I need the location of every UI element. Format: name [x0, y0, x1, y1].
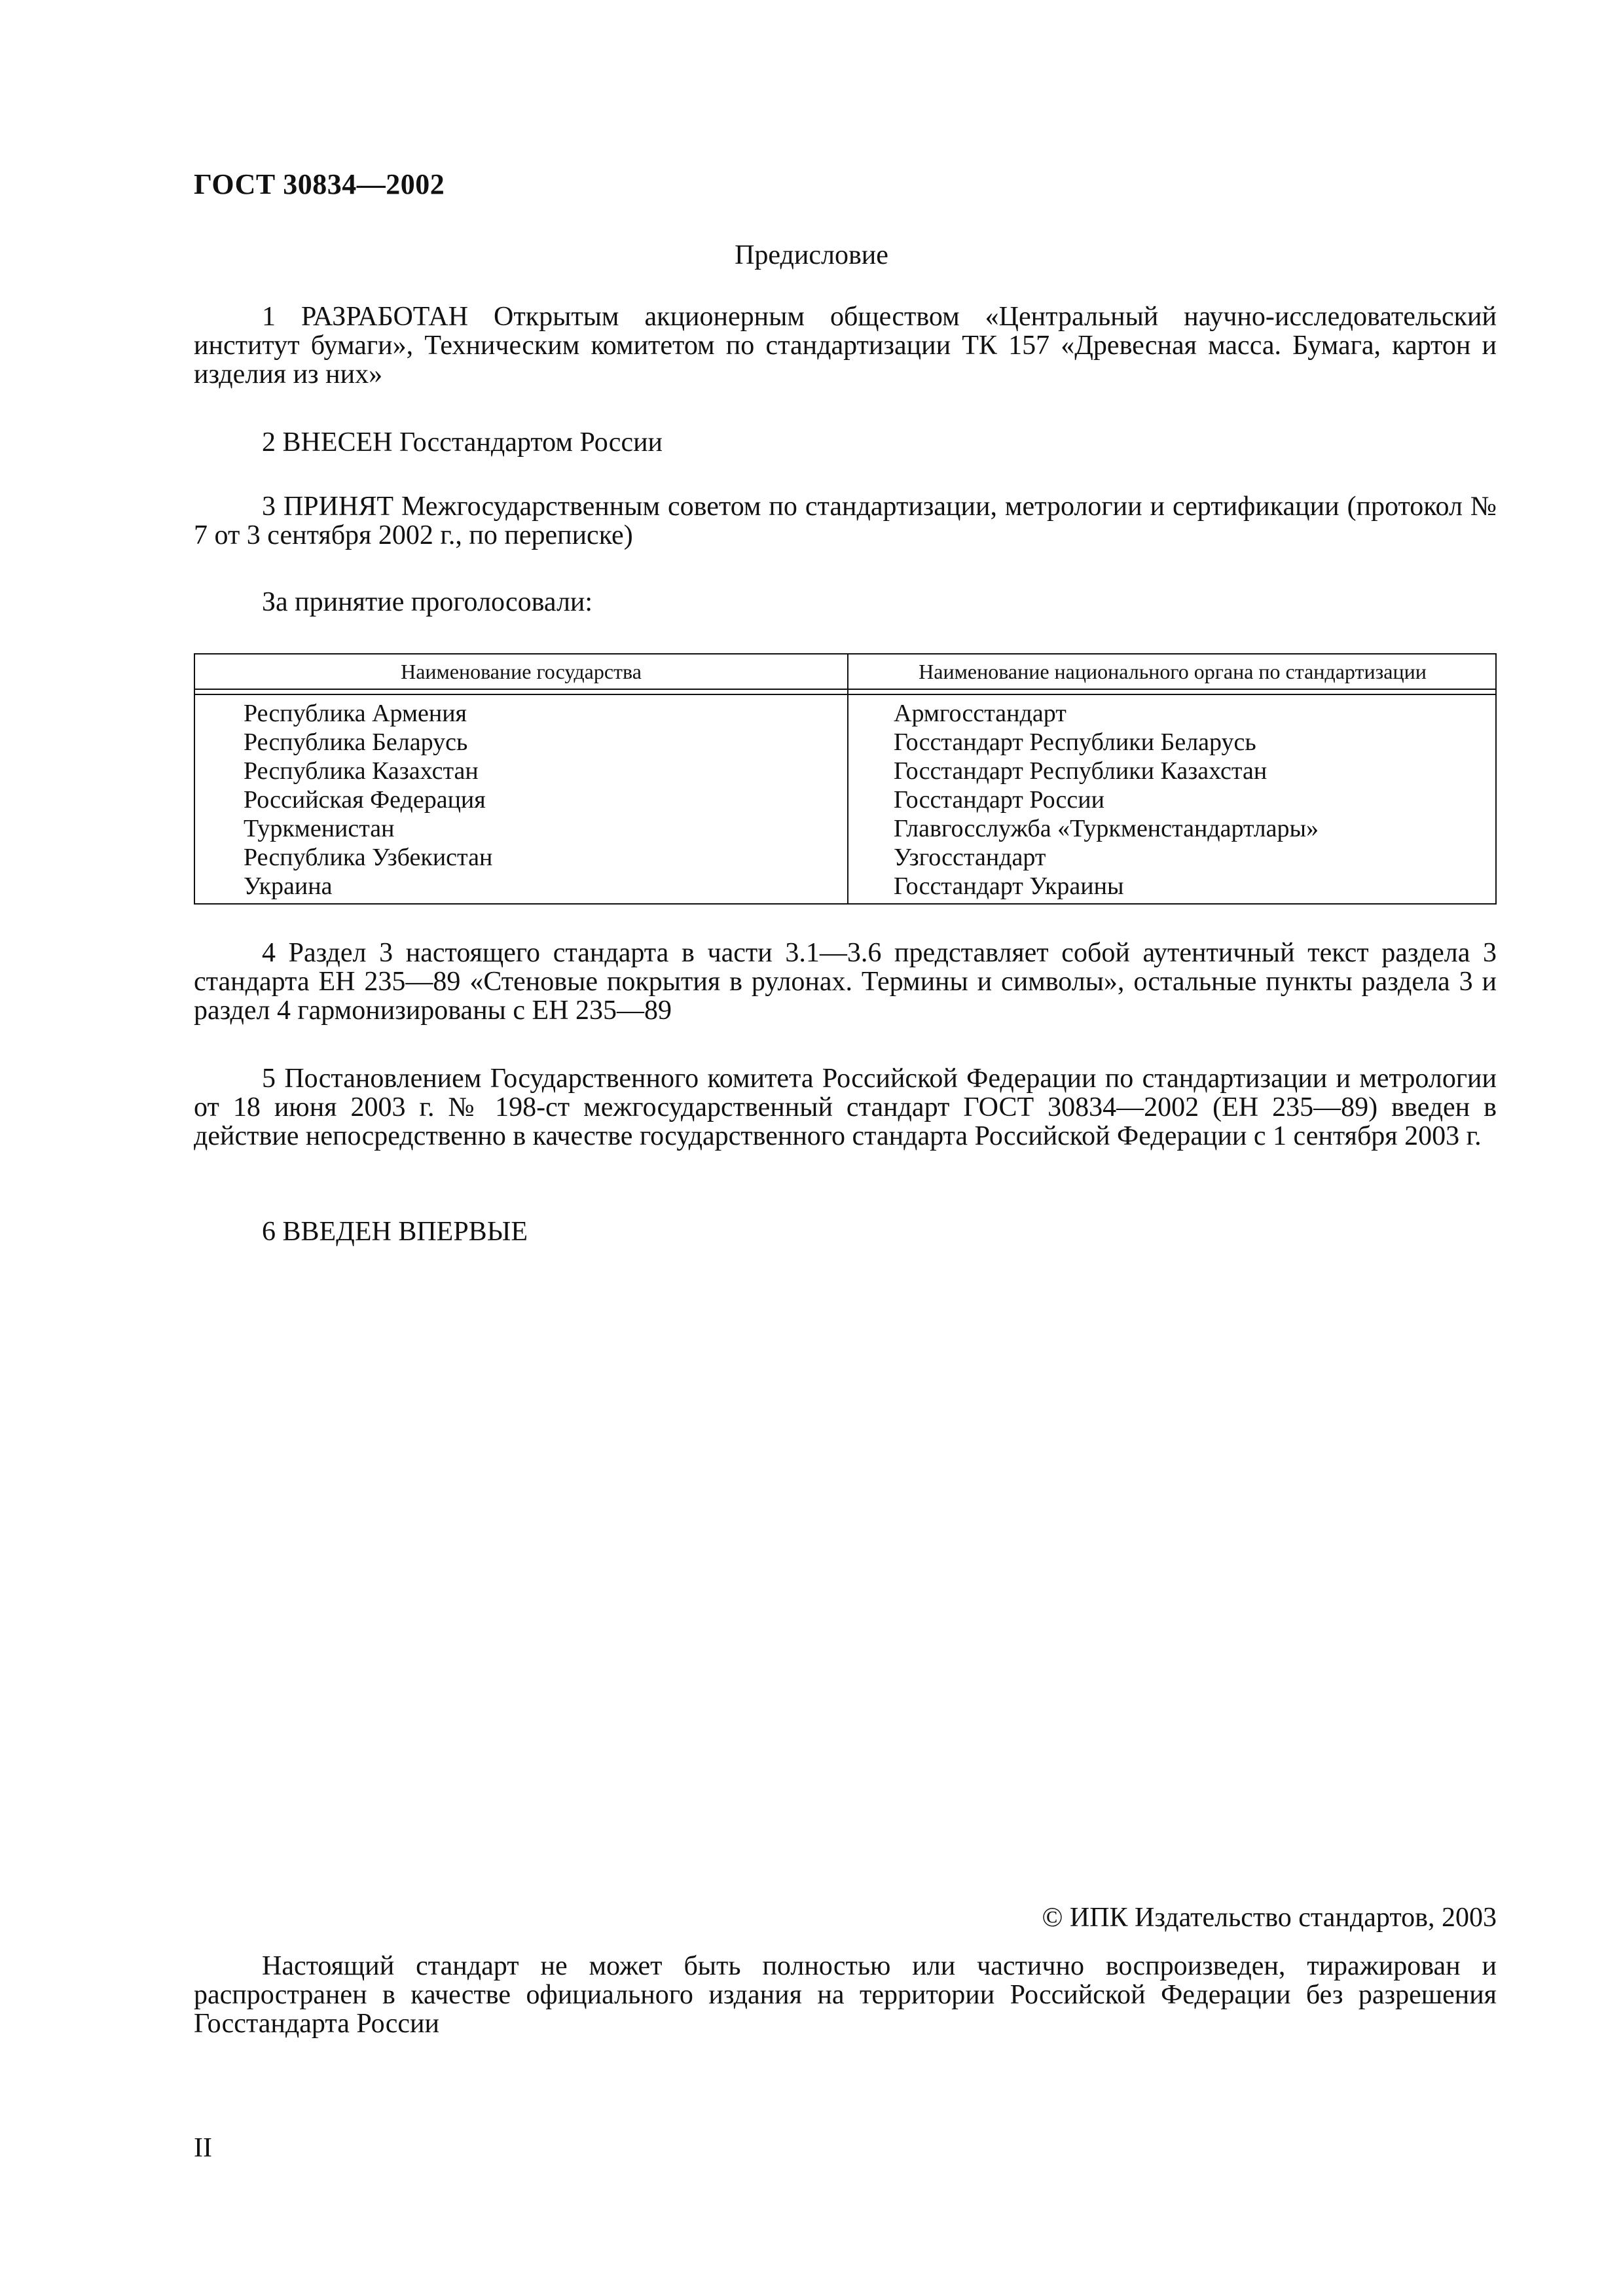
- document-code: ГОСТ 30834—2002: [194, 168, 445, 200]
- voted-label: За принятие проголосовали:: [262, 587, 593, 617]
- table-cell-state: Республика Узбекистан: [244, 844, 493, 871]
- state-list: [244, 699, 492, 901]
- item-first-introduced: 6 ВВЕДЕН ВПЕРВЫЕ: [262, 1217, 528, 1247]
- page-title: Предисловие: [735, 240, 888, 270]
- table-cell-state: Туркменистан: [244, 815, 395, 842]
- item-section-note: 4 Раздел 3 настоящего стандарта в части 3.1—3.6 представляет собой аутентичный текст раздела 3 стандарта ЕН 235—89 «Стеновые покрытия в рулонах. Термины и символы», остальные пункты раздела 3 и раздел 4 гармонизированы с ЕН 235—89: [194, 938, 1497, 1026]
- table-cell-state: Украина: [244, 872, 333, 900]
- item-introduced: 2 ВНЕСЕН Госстандартом России: [262, 427, 663, 457]
- table-cell-body: Главгосслужба «Туркменстандартлары»: [894, 815, 1319, 842]
- item-adopted: 3 ПРИНЯТ Межгосударственным советом по стандартизации, метрологии и сертификации (протокол № 7 от 3 сентября 2002 г., по переписке): [194, 492, 1497, 550]
- copyright-line: © ИПК Издательство стандартов, 2003: [1042, 1903, 1497, 1933]
- item-developed: 1 РАЗРАБОТАН Открытым акционерным обществом «Центральный научно-исследовательский институт бумаги», Техническим комитетом по стандартизации ТК 157 «Древесная масса. Бумага, картон и изделия из них»: [194, 302, 1497, 389]
- table-cell-state: Российская Федерация: [244, 786, 486, 814]
- table-cell-body: Узгосстандарт: [894, 844, 1046, 871]
- table-header-state: Наименование государства: [401, 660, 642, 683]
- table-cell-state: Республика Армения: [244, 700, 467, 727]
- table-cell-state: Республика Беларусь: [244, 728, 468, 756]
- table-cell-body: Госстандарт Республики Казахстан: [894, 757, 1267, 785]
- page-number: II: [194, 2133, 212, 2163]
- table-header-rule-double: [195, 694, 1495, 695]
- table-cell-body: Госстандарт России: [894, 786, 1104, 814]
- table-cell-body: Госстандарт Республики Беларусь: [894, 728, 1256, 756]
- table-cell-state: Республика Казахстан: [244, 757, 479, 785]
- table-cell-body: Армгосстандарт: [894, 700, 1067, 727]
- table-header-rule: [195, 689, 1495, 690]
- table-cell-body: Госстандарт Украины: [894, 872, 1124, 900]
- voting-table: [194, 653, 1497, 905]
- item-resolution: 5 Постановлением Государственного комитета Российской Федерации по стандартизации и метрологии от 18 июня 2003 г. № 198-ст межгосударственный стандарт ГОСТ 30834—2002 (ЕН 235—89) введен в действие непосредственно в качестве государственного стандарта Российской Федерации с 1 сентября 2003 г.: [194, 1064, 1497, 1151]
- table-column-divider: [847, 655, 848, 903]
- reproduction-notice: Настоящий стандарт не может быть полностью или частично воспроизведен, тиражирован и распространен в качестве официального издания на территории Российской Федерации без разрешения Госстандарта России: [194, 1951, 1497, 2039]
- body-list: [894, 699, 1319, 901]
- table-header-body: Наименование национального органа по стандартизации: [919, 660, 1427, 683]
